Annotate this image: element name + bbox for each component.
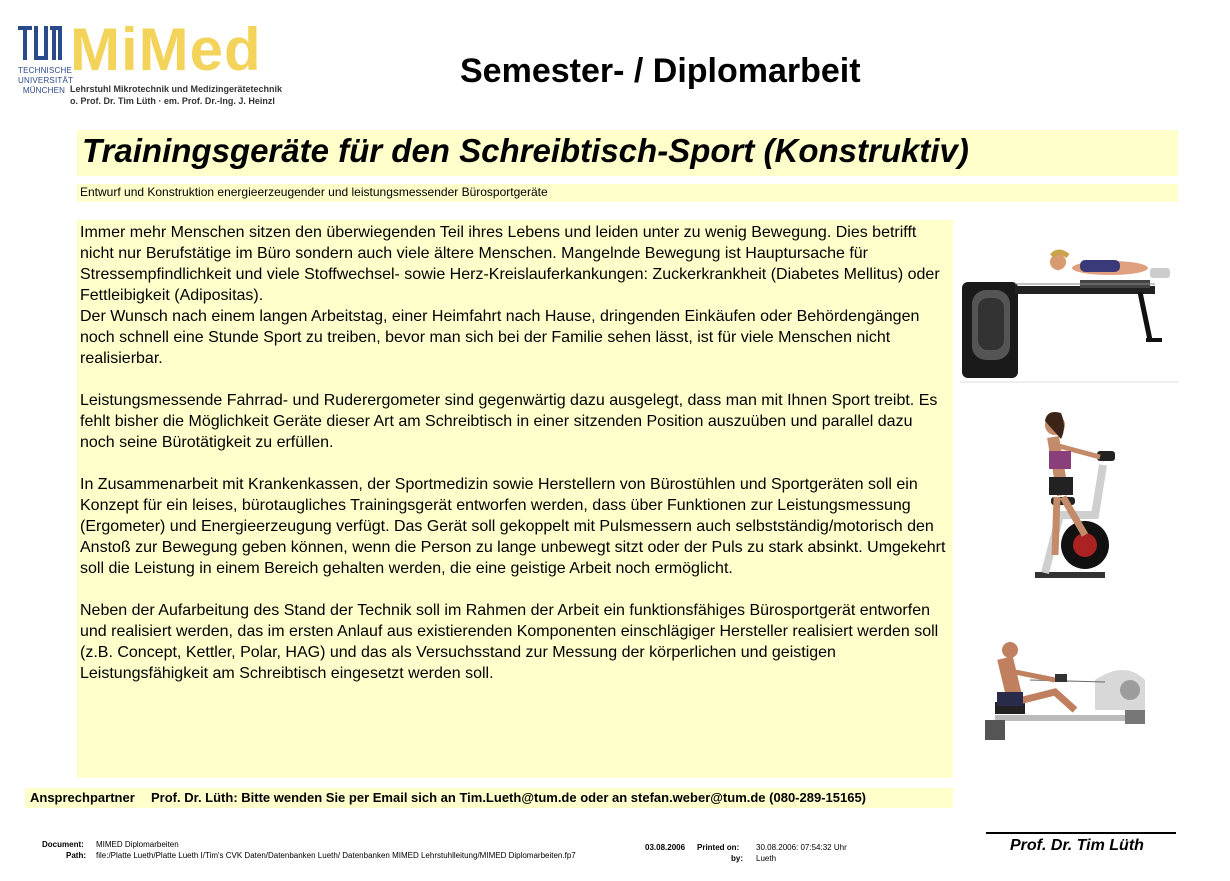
paragraph-text: Immer mehr Menschen sitzen den überwiegenden Teil ihres Lebens und leiden unter zu wenig Bewegung. Dies betrifft nicht nur Berufstätige im Büro sondern auch viele ältere Menschen. Mangelnde Bewegung ist Hauptursache für Stressempfindlichkeit und viele Stoffwechsel- sowie Herz-Kreislauferkankungen: Zuckerkrankheit (Diabetes Mellitus) oder Fettleibigkeit (Adipositas). <box>80 224 940 304</box>
paragraph-text: Der Wunsch nach einem langen Arbeitstag, einer Heimfahrt nach Hause, dringenden Einkäufen oder Behördengängen noch schnell eine Stunde Sport zu treiben, bevor man sich bei der Familie sehen lässt, ist für viele Menschen nicht realisierbar. <box>80 308 920 367</box>
signature: Prof. Dr. Tim Lüth <box>1010 837 1144 854</box>
professors-line: o. Prof. Dr. Tim Lüth · em. Prof. Dr.-Ing. J. Heinzl <box>70 96 275 106</box>
document-value: MIMED Diplomarbeiten <box>96 840 179 849</box>
prone-trainer-photo <box>960 240 1178 385</box>
path-label: Path: <box>66 851 86 860</box>
paragraph-4: Neben der Aufarbeitung des Stand der Technik soll im Rahmen der Arbeit ein funktionsfähiges Bürosportgerät entworfen und realisiert werden, das im ersten Anlauf aus existierenden Komponenten einschlägiger Hersteller realisiert werden soll (z.B. Concept, Kettler, Polar, HAG) und das als Versuchsstand zur Messung der körperlichen und geistigen Leistungsfähigkeit am Schreibtisch eingesetzt werden soll. <box>80 602 939 682</box>
paragraph-1 <box>80 222 948 369</box>
document-label: Document: <box>42 840 84 849</box>
rowing-machine-photo <box>975 630 1160 745</box>
exercise-bike-photo <box>1015 405 1125 590</box>
contact-text: Prof. Dr. Lüth: Bitte wenden Sie per Email sich an Tim.Lueth@tum.de oder an stefan.weber@tum.de (080-289-15165) <box>151 790 866 805</box>
description-text <box>80 222 948 705</box>
page-title: Semester- / Diplomarbeit <box>460 52 861 90</box>
paragraph-2: Leistungsmessende Fahrrad- und Ruderergometer sind gegenwärtig dazu ausgelegt, dass man mit Ihnen Sport treibt. Es fehlt bisher die Möglichkeit Geräte dieser Art am Schreibtisch in einer sitzenden Position auszuüben und parallel dazu noch seine Bürotätigkeit zu erfüllen. <box>80 392 938 451</box>
path-value: file:/Platte Lueth/Platte Lueth I/Tim's CVK Daten/Datenbanken Lueth/ Datenbanken MIMED Lehrstuhlleitung/MIMED Diplomarbeiten.fp7 <box>96 851 576 860</box>
thesis-subtitle-bar <box>77 184 1178 202</box>
tum-university-name: TECHNISCHE UNIVERSITÄT MÜNCHEN <box>18 66 74 95</box>
description-box <box>77 220 953 778</box>
printed-on-label: Printed on: <box>697 843 740 852</box>
tum-logo-icon <box>18 26 62 60</box>
printed-on-value: 30.08.2006: 07:54:32 Uhr <box>756 843 847 852</box>
thesis-title: Trainingsgeräte für den Schreibtisch-Sport (Konstruktiv) <box>82 132 969 169</box>
contact-label: Ansprechpartner <box>30 790 135 805</box>
printed-by-label: by: <box>731 854 743 863</box>
contact-bar <box>25 788 953 808</box>
paragraph-3: In Zusammenarbeit mit Krankenkassen, der Sportmedizin sowie Herstellern von Bürostühlen und Sportgeräten soll ein Konzept für ein leises, bürotaugliches Trainingsgerät entworfen werden, dass über Funktionen zur Leistungsmessung (Ergometer) und Energieerzeugung verfügt. Das Gerät soll gekoppelt mit Pulsmessern auch selbstständig/motorisch den Anstoß zur Bewegung geben können, wenn die Person zu lange unbewegt sitzt oder der Puls zu stark absinkt. Umgekehrt soll die Leistung in einem Bereich gehalten werden, die eine geistige Arbeit noch ermöglicht. <box>80 476 946 577</box>
printed-by-value: Lueth <box>756 854 777 863</box>
mimed-wordmark: MiMed <box>70 16 262 83</box>
chair-name: Lehrstuhl Mikrotechnik und Medizingerätetechnik <box>70 84 283 94</box>
mimed-logo <box>18 16 283 116</box>
thesis-subtitle: Entwurf und Konstruktion energieerzeugender und leistungsmessender Bürosportgeräte <box>80 185 548 199</box>
signature-line <box>986 832 1176 834</box>
thesis-title-bar <box>77 130 1178 176</box>
document-date: 03.08.2006 <box>645 843 686 852</box>
